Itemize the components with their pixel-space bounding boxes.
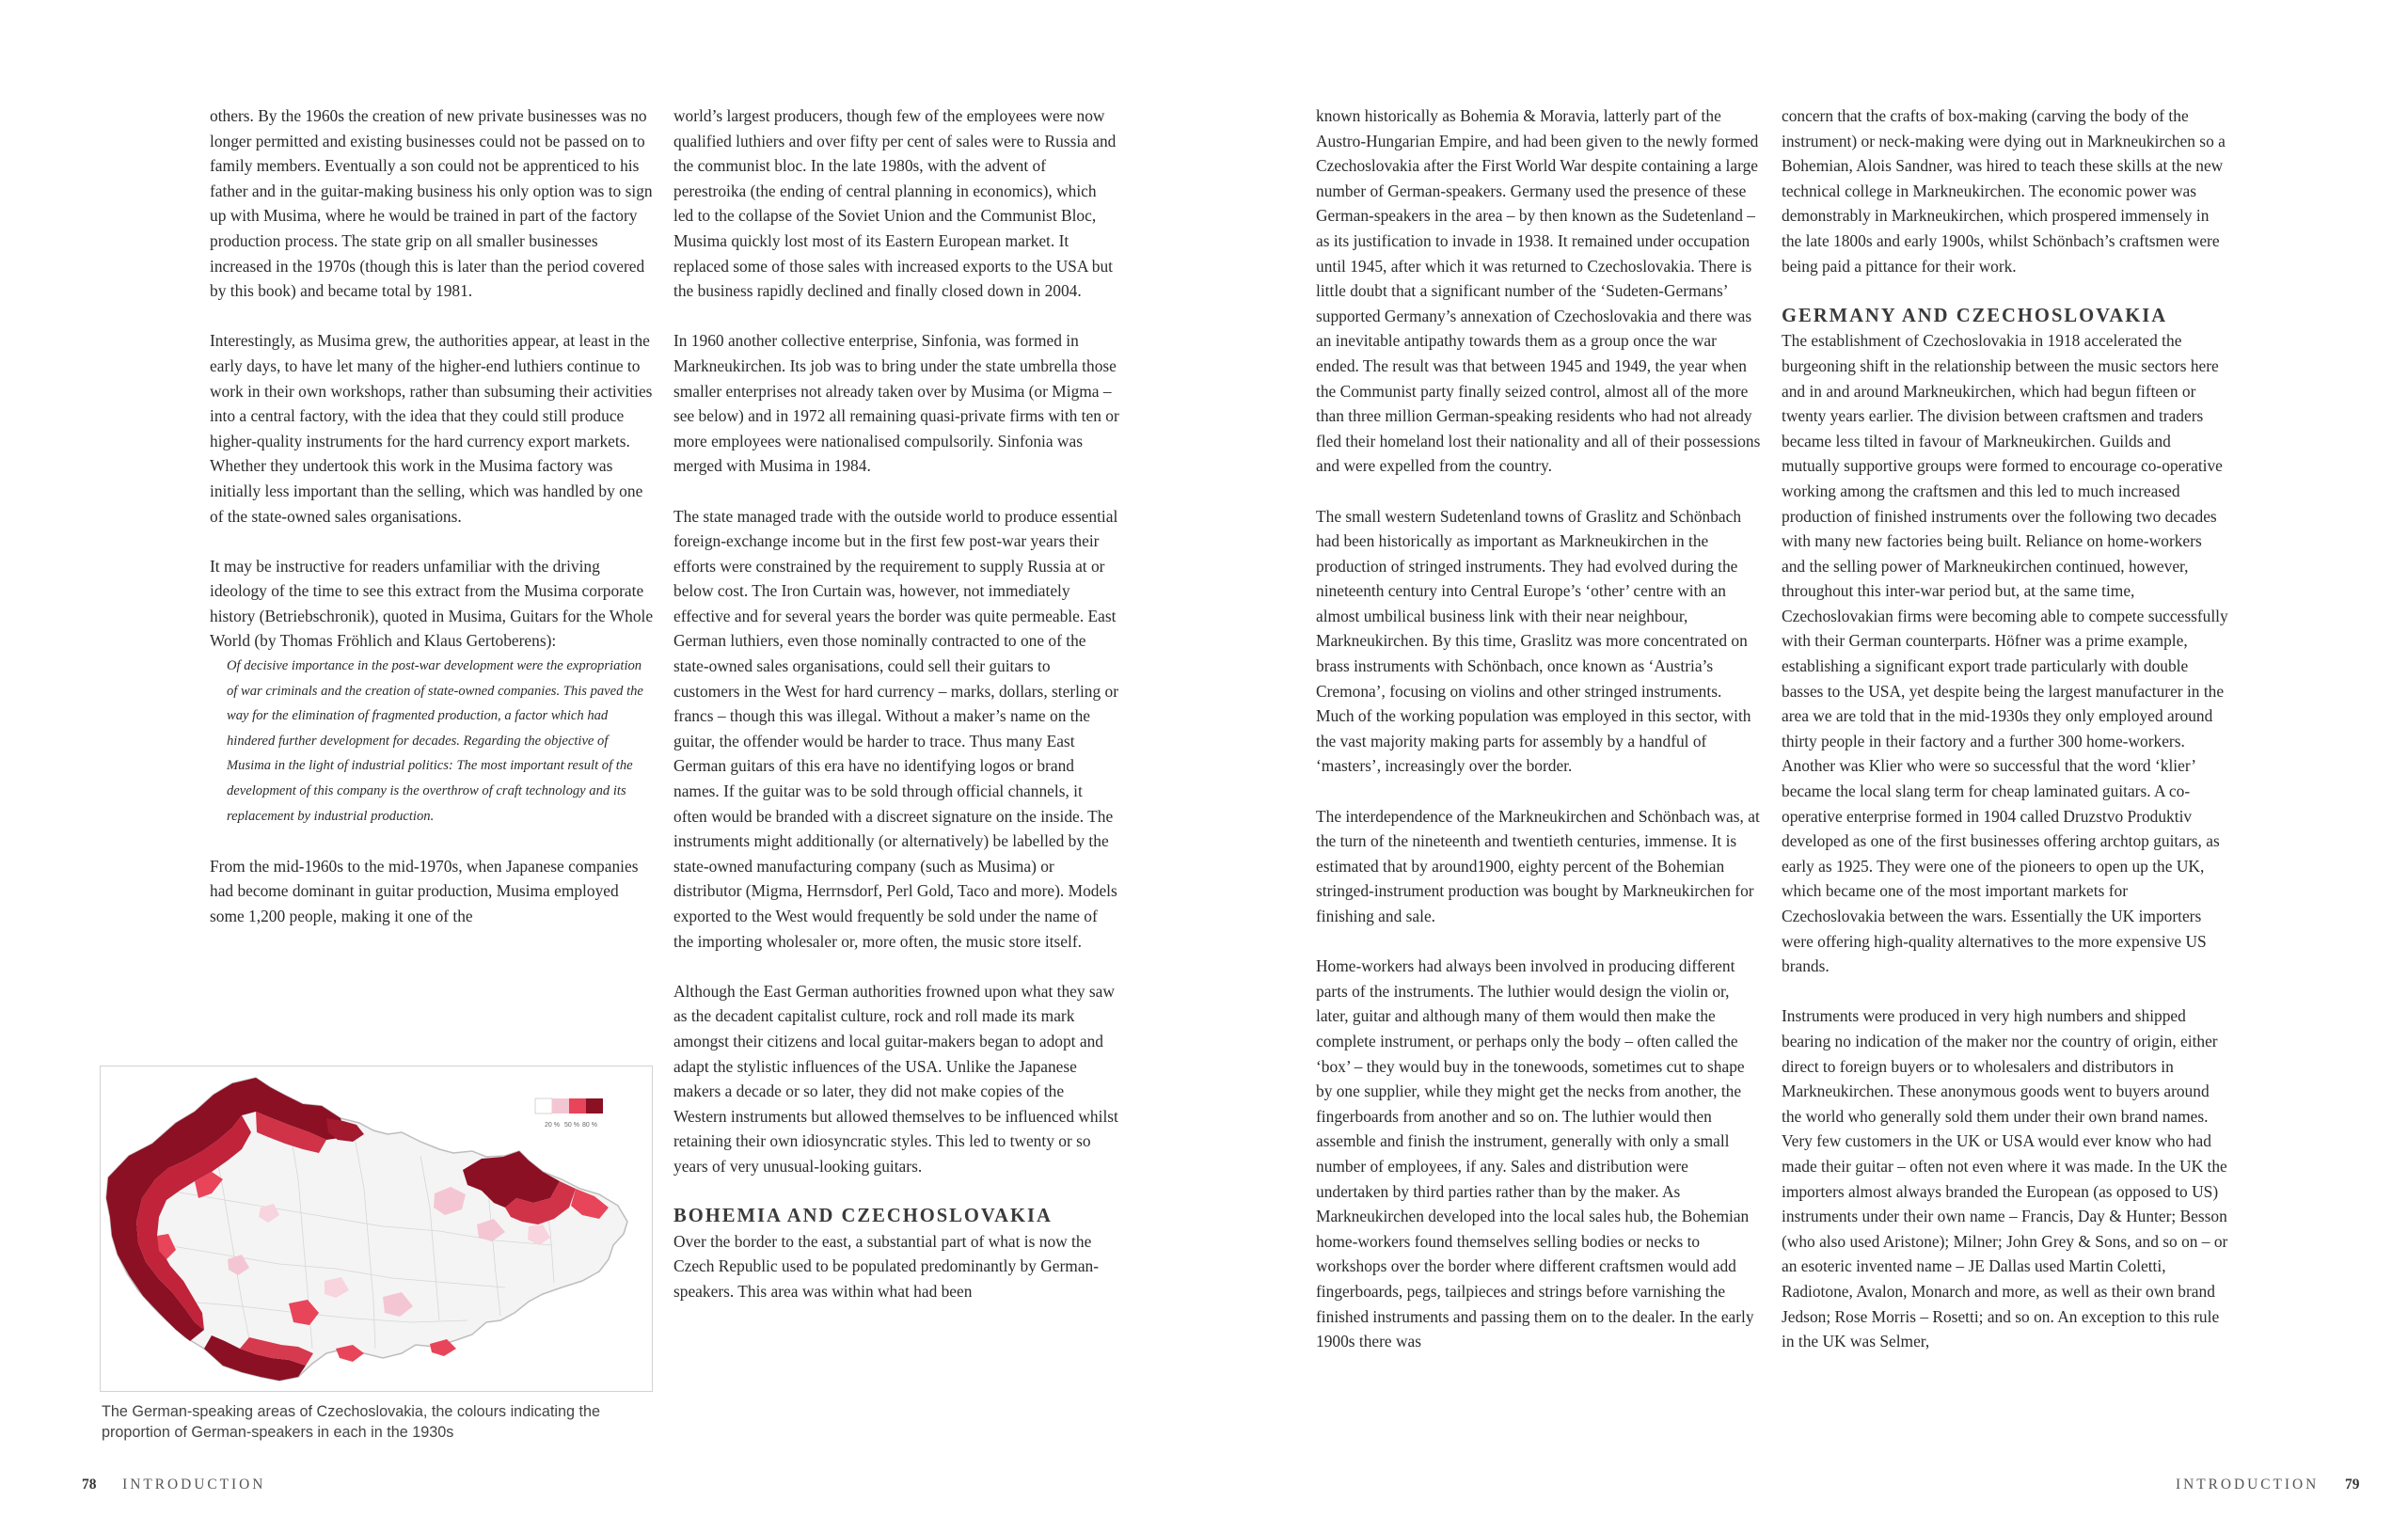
- page-number: 79: [2345, 1477, 2360, 1493]
- paragraph: In 1960 another collective enterprise, Sinfonia, was formed in Markneukirchen. Its job was to bring under the state umbrella those smaller enterprises not already taken over by Musima (or Migma – see below) and in 1972 all remaining quasi-private firms with ten or more employees were nationalised compulsorily. Sinfonia was merged with Musima in 1984.: [673, 331, 1119, 476]
- paragraph: Instruments were produced in very high numbers and shipped bearing no indication of the maker nor the country of origin, either direct to foreign buyers or to wholesalers and distributors in Markneukirchen. These anonymous goods went to buyers around the world who generally sold them under their own brand names. Very few customers in the UK or USA would ever know who had made their guitar – often not even where it was made. In the UK the importers almost always branded the European (as opposed to US) instruments under their own name – Francis, Day & Hunter; Besson (who also used Aristone); Milner; John Grey & Sons, and so on – or an esoteric invented name – JE Dallas used Martin Coletti, Radiotone, Avalon, Monarch and more, as well as their own brand Jedson; Rose Morris – Rosetti; and so on. An exception to this rule in the UK was Selmer,: [1782, 1006, 2228, 1351]
- paragraph: Home-workers had always been involved in producing different parts of the instruments. The luthier would design the violin or, later, guitar and although many of them would then make the complete instrument, or perhaps only the body – often called the ‘box’ – they would buy in the tonewoods, sometimes cut to shape by one supplier, while they might get the necks from another, the fingerboards from another and so on. The luthier would then assemble and finish the instrument, generally with only a small number of employees, if any. Sales and distribution were undertaken by third parties rather than by the maker. As Markneukirchen developed into the local sales hub, the Bohemian home-workers found themselves selling bodies or necks to workshops over the border where different craftsmen would add fingerboards, pegs, tailpieces and strings before varnishing the finished instruments and passing them on to the dealer. In the early 1900s there was: [1316, 956, 1754, 1351]
- left-column-2: [673, 103, 1119, 1329]
- running-head: INTRODUCTION: [2176, 1477, 2320, 1493]
- paragraph: It may be instructive for readers unfamiliar with the driving ideology of the time to see this extract from the Musima corporate history (Betriebschronik), quoted in Musima, Guitars for the Whole World (by Thomas Fröhlich and Klaus Gertoberens):: [210, 556, 654, 651]
- right-folio: [2176, 1477, 2359, 1493]
- paragraph: others. By the 1960s the creation of new private businesses was no longer permitted and existing businesses could not be passed on to family members. Eventually a son could not be apprenticed to his father and in the guitar-making business his only option was to sign up with Musima, where he would be trained in part of the factory production process. The state grip on all smaller businesses increased in the 1970s (though this is later than the period covered by this book) and became total by 1981.: [210, 106, 653, 301]
- czechoslovakia-map: [101, 1066, 652, 1391]
- right-column-2: [1782, 103, 2229, 1379]
- page-number: 78: [82, 1477, 97, 1493]
- legend-label: 20 %: [545, 1122, 560, 1129]
- paragraph: Over the border to the east, a substantial part of what is now the Czech Republic used to be populated predominantly by German-speakers. This area was within what had been: [673, 1231, 1100, 1301]
- paragraph: known historically as Bohemia & Moravia, latterly part of the Austro-Hungarian Empire, and had been given to the newly formed Czechoslovakia after the First World War despite containing a large number of German-speakers. Germany used the presence of these German-speakers in the area – by then known as the Sudetenland – as its justification to invade in 1938. It remained under occupation until 1945, after which it was returned to Czechoslovakia. There is little doubt that a significant number of the ‘Sudeten-Germans’ supported Germany’s annexation of Czechoslovakia and there was an inevitable antipathy towards them as a group once the war ended. The result was that between 1945 and 1949, the year when the Communist party finally seized control, almost all of the more than three million German-speaking residents who had not already fled their homeland lost their nationality and all of their possessions and were expelled from the country.: [1316, 106, 1761, 476]
- left-column-1: [210, 103, 656, 954]
- section-heading: BOHEMIA AND CZECHOSLOVAKIA: [673, 1206, 1053, 1227]
- section-heading: GERMANY AND CZECHOSLOVAKIA: [1782, 305, 2168, 326]
- map-figure: [100, 1066, 653, 1392]
- right-column-1: [1316, 103, 1764, 1379]
- paragraph: world’s largest producers, though few of the employees were now qualified luthiers and over fifty per cent of sales were to Russia and the communist bloc. In the late 1980s, with the advent of perestroika (the ending of central planning in economics), which led to the collapse of the Soviet Union and the Communist Bloc, Musima quickly lost most of its Eastern European market. It replaced some of those sales with increased exports to the USA but the business rapidly declined and finally closed down in 2004.: [673, 106, 1117, 301]
- map-caption: The German-speaking areas of Czechoslovakia, the colours indicating the proportion of German-speakers in each in the 1930s: [102, 1403, 600, 1441]
- paragraph: The small western Sudetenland towns of Graslitz and Schönbach had been historically as important as Markneukirchen in the production of stringed instruments. They had evolved during the nineteenth century into Central Europe’s ‘other’ centre with an almost umbilical business link with their near neighbour, Markneukirchen. By this time, Graslitz was more concentrated on brass instruments with Schönbach, once known as ‘Austria’s Cremona’, focusing on violins and other stringed instruments. Much of the working population was employed in this sector, with the vast majority making parts for assembly by a handful of ‘masters’, increasingly over the border.: [1316, 506, 1751, 776]
- legend-swatch-2: [569, 1098, 586, 1113]
- paragraph: From the mid-1960s to the mid-1970s, when Japanese companies had become dominant in guitar production, Musima employed some 1,200 people, making it one of the: [210, 856, 639, 925]
- running-head: INTRODUCTION: [122, 1477, 266, 1493]
- block-quote: Of decisive importance in the post-war development were the expropriation of war criminals and the creation of state-owned companies. This paved the way for the elimination of fragmented production, a factor which had hindered further development for decades. Regarding the objective of Musima in the light of industrial politics: The most important result of the development of this company is the overthrow of craft technology and its replacement by industrial production.: [227, 658, 643, 824]
- paragraph: The establishment of Czechoslovakia in 1918 accelerated the burgeoning shift in the relationship between the music sectors here and in and around Markneukirchen, which had begun fifteen or twenty years earlier. The division between craftsmen and traders became less tilted in favour of Markneukirchen. Guilds and mutually supportive groups were formed to encourage co-operative working among the craftsmen and this led to much increased production of finished instruments over the following two decades with many new factories being built. Reliance on home-workers and the selling power of Markneukirchen continued, however, throughout this inter-war period but, at the same time, Czechoslovakian firms were becoming able to compete successfully with their German counterparts. Höfner was a prime example, establishing a significant export trade particularly with double basses to the USA, yet despite being the largest manufacturer in the area we are told that in the mid-1930s they only employed around thirty people in their factory and a further 300 home-workers. Another was Klier who were so successful that the word ‘klier’ became the local slang term for cheap laminated guitars. A co-operative enterprise formed in 1904 called Druzstvo Produktiv developed as one of the first businesses offering archtop guitars, as early as 1925. They were one of the pioneers to open up the UK, which became one of the most important markets for Czechoslovakia between the wars. Essentially the UK importers were offering high-quality alternatives to the more expensive US brands.: [1782, 331, 2228, 976]
- paragraph: The interdependence of the Markneukirchen and Schönbach was, at the turn of the nineteenth and twentieth centuries, immense. It is estimated that by around1900, eighty percent of the Bohemian stringed-instrument production was bought by Markneukirchen for finishing and sale.: [1316, 806, 1760, 925]
- legend-label: 80 %: [582, 1122, 597, 1129]
- legend-swatch-3: [586, 1098, 603, 1113]
- paragraph: concern that the crafts of box-making (carving the body of the instrument) or neck-making were dying out in Markneukirchen so a Bohemian, Alois Sandner, was hired to teach these skills at the new technical college in Markneukirchen. The economic power was demonstrably in Markneukirchen, which prospered immensely in the late 1800s and early 1900s, whilst Schönbach’s craftsmen were being paid a pittance for their work.: [1782, 106, 2226, 276]
- legend-swatch-0: [535, 1098, 552, 1113]
- legend-label: 50 %: [564, 1122, 579, 1129]
- legend-swatch-1: [552, 1098, 569, 1113]
- paragraph: Interestingly, as Musima grew, the authorities appear, at least in the early days, to have let many of the higher-end luthiers continue to work in their own workshops, rather than subsuming their activities into a central factory, with the idea that they could still produce higher-quality instruments for the hard currency export markets. Whether they undertook this work in the Musima factory was initially less important than the selling, which was handled by one of the state-owned sales organisations.: [210, 331, 653, 526]
- map-legend: [535, 1098, 603, 1129]
- paragraph: Although the East German authorities frowned upon what they saw as the decadent capitalist culture, rock and roll made its mark amongst their citizens and local guitar-makers began to adopt and adapt the stylistic influences of the USA. Unlike the Japanese makers a decade or so later, they did not make copies of the Western instruments but allowed themselves to be influenced whilst retaining their own idiosyncratic styles. This led to twenty or so years of very unusual-looking guitars.: [673, 981, 1118, 1176]
- left-folio: [82, 1477, 265, 1493]
- paragraph: The state managed trade with the outside world to produce essential foreign-exchange income but in the first few post-war years their efforts were constrained by the requirement to supply Russia at or below cost. The Iron Curtain was, however, not immediately effective and for several years the border was quite permeable. East German luthiers, even those nominally contracted to one of the state-owned sales organisations, could sell their guitars to customers in the West for hard currency – marks, dollars, sterling or francs – though this was illegal. Without a maker’s name on the guitar, the offender would be harder to trace. Thus many East German guitars of this era have no identifying logos or brand names. If the guitar was to be sold through official channels, it often would be branded with a discreet signature on the inside. The instruments might additionally (or alternatively) be labelled by the state-owned manufacturing company (such as Musima) or distributor (Migma, Herrnsdorf, Perl Gold, Taco and more). Models exported to the West would frequently be sold under the name of the importing wholesaler or, more often, the music store itself.: [673, 506, 1119, 951]
